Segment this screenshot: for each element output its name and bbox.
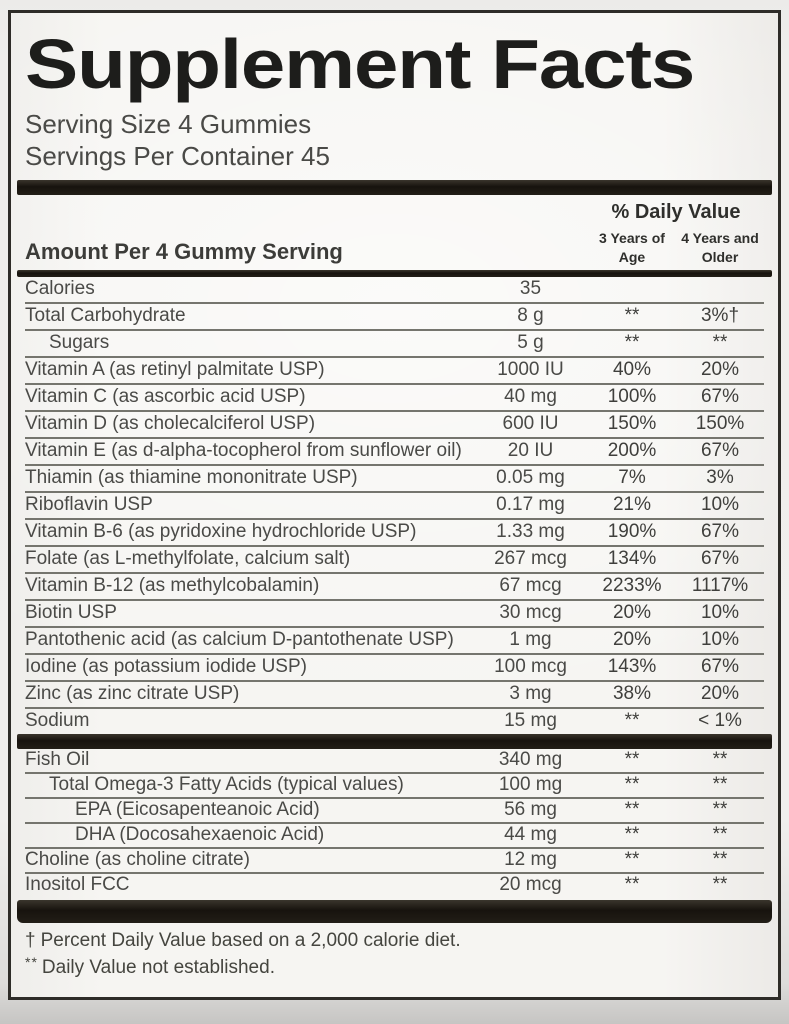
daily-value-4-years: 10% — [700, 629, 740, 651]
nutrient-amount: 15 mg — [504, 710, 557, 732]
daily-value-4-years: 150% — [695, 413, 745, 435]
nutrient-amount: 100 mg — [498, 774, 563, 796]
table-row — [25, 520, 764, 547]
daily-value-3-years: ** — [624, 774, 640, 796]
daily-value-3-years: ** — [624, 824, 640, 846]
daily-value-4-years: < 1% — [698, 710, 742, 732]
nutrient-name: Pantothenic acid (as calcium D-pantothenate USP) — [25, 629, 454, 651]
footnote-text: Daily Value not established. — [41, 956, 275, 978]
nutrient-amount: 3 mg — [509, 683, 552, 705]
daily-value-3-years: 134% — [607, 548, 657, 570]
separator-bar-middle — [17, 734, 772, 749]
nutrient-amount: 35 — [519, 278, 542, 300]
nutrient-amount: 1 mg — [509, 629, 552, 651]
daily-value-3-years: 7% — [618, 467, 646, 489]
table-row — [25, 655, 764, 682]
daily-value-4-years: 10% — [700, 602, 740, 624]
daily-value-3-years: 200% — [607, 440, 657, 462]
nutrient-amount: 1000 IU — [497, 359, 564, 381]
nutrient-name: Iodine (as potassium iodide USP) — [25, 656, 307, 678]
daily-value-4-years: 67% — [700, 521, 740, 543]
daily-value-4-years: ** — [712, 749, 728, 771]
daily-value-3-years: ** — [624, 849, 640, 871]
nutrient-name: Sugars — [49, 332, 110, 354]
label-title: Supplement Facts — [25, 25, 695, 103]
daily-value-4-years: 67% — [700, 656, 740, 678]
daily-value-3-years: 150% — [607, 413, 657, 435]
daily-value-3-years: 21% — [612, 494, 652, 516]
daily-value-3-years: ** — [624, 332, 640, 354]
nutrient-amount: 56 mg — [504, 799, 557, 821]
nutrient-amount: 100 mcg — [494, 656, 567, 678]
nutrient-amount: 12 mg — [504, 849, 557, 871]
daily-value-3-years: 40% — [612, 359, 652, 381]
separator-bar-header — [17, 270, 772, 277]
serving-size: Serving Size 4 Gummies — [25, 109, 312, 139]
nutrient-amount: 5 g — [517, 332, 544, 354]
table-row — [25, 874, 764, 897]
nutrient-name: Fish Oil — [25, 749, 90, 771]
table-row — [25, 358, 764, 385]
daily-value-3-years: 38% — [612, 683, 652, 705]
daily-value-4-years: ** — [712, 849, 728, 871]
nutrient-amount: 267 mcg — [494, 548, 567, 570]
nutrient-name: EPA (Eicosapenteanoic Acid) — [75, 799, 320, 821]
separator-bar-top — [17, 180, 772, 195]
nutrient-name: Folate (as L-methylfolate, calcium salt) — [25, 548, 351, 570]
nutrient-name: Inositol FCC — [25, 874, 130, 896]
daily-value-3-years: 2233% — [602, 575, 662, 597]
nutrient-name: Vitamin B-12 (as methylcobalamin) — [25, 575, 320, 597]
age-3-column-header: 3 Years of Age — [599, 230, 665, 265]
nutrient-amount: 1.33 mg — [496, 521, 565, 543]
nutrient-name: Vitamin E (as d-alpha-tocopherol from sunflower oil) — [25, 440, 462, 462]
table-row — [25, 304, 764, 331]
daily-value-3-years: 143% — [607, 656, 657, 678]
table-row — [25, 774, 764, 799]
nutrient-table — [25, 277, 764, 734]
nutrient-amount: 30 mcg — [499, 602, 562, 624]
table-row — [25, 749, 764, 774]
daily-value-4-years: 20% — [700, 683, 740, 705]
daily-value-4-years: ** — [712, 332, 728, 354]
daily-value-4-years: ** — [712, 824, 728, 846]
daily-value-3-years: ** — [624, 749, 640, 771]
nutrient-name: DHA (Docosahexaenoic Acid) — [75, 824, 325, 846]
nutrient-name: Total Carbohydrate — [25, 305, 186, 327]
table-row — [25, 682, 764, 709]
nutrient-amount: 20 mcg — [499, 874, 562, 896]
daily-value-3-years: 20% — [612, 629, 652, 651]
daily-value-3-years: ** — [624, 710, 640, 732]
table-row — [25, 824, 764, 849]
serving-info — [25, 109, 764, 172]
table-header — [25, 195, 764, 269]
daily-value-3-years: ** — [624, 874, 640, 896]
nutrient-name: Calories — [25, 278, 95, 300]
daily-value-4-years: 10% — [700, 494, 740, 516]
daily-value-4-years: ** — [712, 874, 728, 896]
nutrient-amount: 600 IU — [502, 413, 559, 435]
table-row — [25, 574, 764, 601]
daily-value-3-years: ** — [624, 305, 640, 327]
nutrient-amount: 0.05 mg — [496, 467, 565, 489]
age-column-headers — [588, 229, 764, 265]
nutrient-name: Sodium — [25, 710, 90, 732]
table-row — [25, 439, 764, 466]
nutrient-name: Choline (as choline citrate) — [25, 849, 250, 871]
daily-value-4-years: 20% — [700, 359, 740, 381]
daily-value-3-years: 190% — [607, 521, 657, 543]
nutrient-name: Total Omega-3 Fatty Acids (typical values) — [49, 774, 404, 796]
table-row — [25, 277, 764, 304]
nutrient-amount: 0.17 mg — [496, 494, 565, 516]
nutrient-amount: 44 mg — [504, 824, 557, 846]
nutrient-name: Vitamin A (as retinyl palmitate USP) — [25, 359, 325, 381]
nutrient-name: Zinc (as zinc citrate USP) — [25, 683, 240, 705]
table-row — [25, 709, 764, 734]
daily-value-header-block — [588, 201, 764, 265]
nutrient-amount: 40 mg — [504, 386, 557, 408]
table-row — [25, 547, 764, 574]
table-row — [25, 628, 764, 655]
nutrient-amount: 67 mcg — [499, 575, 562, 597]
age-4-column-header: 4 Years and Older — [681, 230, 759, 265]
table-row — [25, 493, 764, 520]
supplement-blend-table — [25, 749, 764, 897]
daily-value-3-years: 100% — [607, 386, 657, 408]
daily-value-3-years: ** — [624, 799, 640, 821]
daily-value-4-years: 3%† — [700, 305, 740, 327]
footnote-marker: † — [25, 929, 36, 951]
daily-value-4-years: 67% — [700, 386, 740, 408]
table-row — [25, 849, 764, 874]
nutrient-name: Thiamin (as thiamine mononitrate USP) — [25, 467, 358, 489]
daily-value-4-years: 1117% — [691, 575, 749, 597]
table-row — [25, 799, 764, 824]
daily-value-4-years: 3% — [706, 467, 734, 489]
daily-value-header: % Daily Value — [611, 201, 741, 224]
amount-per-serving-header: Amount Per 4 Gummy Serving — [25, 238, 343, 264]
supplement-facts-label — [8, 10, 781, 1000]
nutrient-name: Vitamin D (as cholecalciferol USP) — [25, 413, 316, 435]
footnote — [25, 953, 764, 980]
nutrient-amount: 20 IU — [507, 440, 554, 462]
nutrient-name: Biotin USP — [25, 602, 117, 624]
table-row — [25, 331, 764, 358]
table-row — [25, 385, 764, 412]
daily-value-4-years: 67% — [700, 548, 740, 570]
daily-value-3-years: 20% — [612, 602, 652, 624]
nutrient-name: Vitamin B-6 (as pyridoxine hydrochloride USP) — [25, 521, 417, 543]
nutrient-name: Riboflavin USP — [25, 494, 153, 516]
footnotes — [25, 928, 764, 980]
footnote-text: Percent Daily Value based on a 2,000 calorie diet. — [40, 929, 461, 951]
nutrient-amount: 340 mg — [498, 749, 563, 771]
table-row — [25, 601, 764, 628]
daily-value-4-years: 67% — [700, 440, 740, 462]
table-row — [25, 466, 764, 493]
table-row — [25, 412, 764, 439]
daily-value-4-years: ** — [712, 774, 728, 796]
nutrient-name: Vitamin C (as ascorbic acid USP) — [25, 386, 306, 408]
servings-per-container: Servings Per Container 45 — [25, 140, 330, 171]
footnote-marker: ** — [25, 953, 38, 970]
footnote — [25, 928, 764, 953]
daily-value-4-years: ** — [712, 799, 728, 821]
separator-bar-bottom — [17, 900, 772, 923]
nutrient-amount: 8 g — [517, 305, 544, 327]
